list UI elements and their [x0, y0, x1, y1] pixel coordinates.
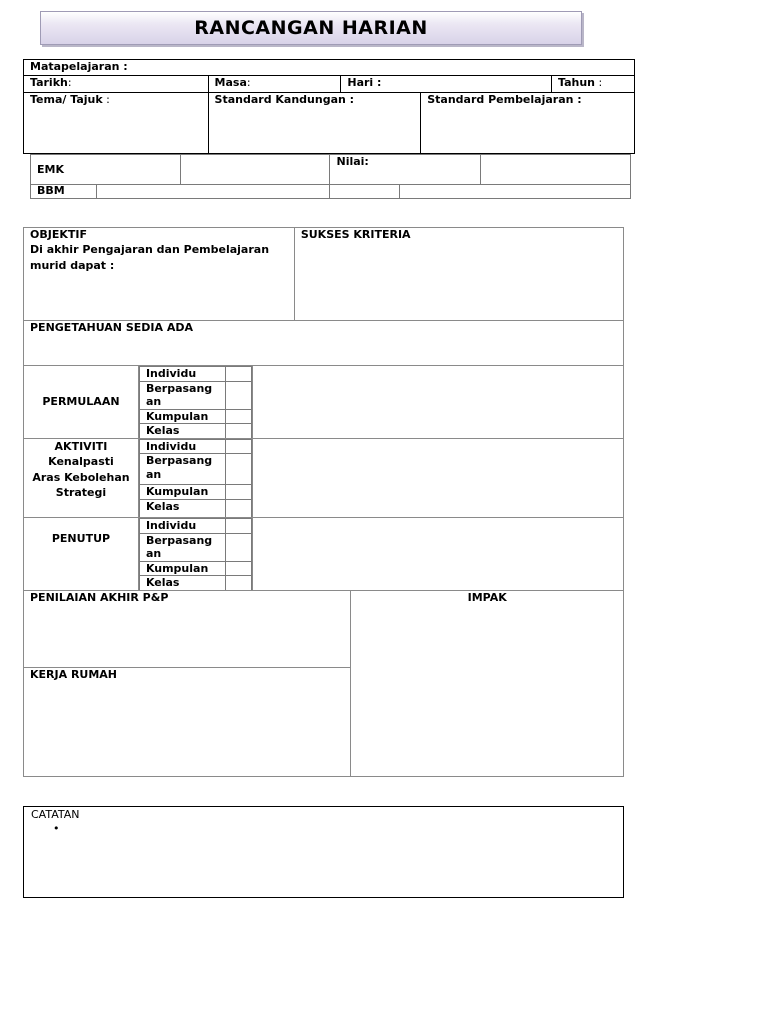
nilai-extra-field[interactable] — [481, 155, 631, 185]
tahun-field[interactable] — [552, 76, 635, 93]
page-title: RANCANGAN HARIAN — [194, 17, 428, 39]
permulaan-label-cell — [24, 366, 139, 439]
emk-label: EMK — [37, 162, 64, 176]
matapelajaran-field[interactable] — [24, 60, 635, 76]
permulaan-individu: Individu — [139, 367, 225, 382]
penilaian-field[interactable] — [24, 590, 351, 667]
tema-field[interactable] — [24, 93, 209, 154]
penutup-kelas-check[interactable] — [225, 576, 251, 590]
aktiviti-label-2: Kenalpasti — [48, 455, 114, 468]
bbm-label: BBM — [37, 184, 65, 197]
penutup-content-field[interactable] — [252, 518, 623, 591]
bbm-field-3[interactable] — [400, 185, 631, 199]
hari-field[interactable] — [341, 76, 552, 93]
tarikh-field[interactable] — [24, 76, 209, 93]
emk-value-field[interactable] — [180, 155, 330, 185]
title-banner — [40, 11, 582, 45]
sukses-kriteria-field[interactable] — [294, 228, 623, 321]
tarikh-colon: : — [67, 76, 72, 89]
objektif-title: OBJEKTIF — [30, 228, 87, 241]
kerja-rumah-field[interactable] — [24, 667, 351, 776]
penutup-berpasangan: Berpasang an — [139, 533, 225, 561]
tema-colon: : — [102, 93, 110, 106]
aktiviti-kumpulan: Kumpulan — [139, 485, 225, 500]
aktiviti-content-field[interactable] — [252, 438, 623, 518]
aktiviti-label-cell — [24, 438, 139, 518]
tema-label: Tema/ Tajuk — [30, 93, 103, 106]
penutup-label: PENUTUP — [51, 532, 111, 545]
pengetahuan-field[interactable] — [24, 321, 624, 366]
objektif-line-1: Di akhir Pengajaran dan Pembelajaran — [30, 243, 270, 256]
pengetahuan-label: PENGETAHUAN SEDIA ADA — [30, 321, 193, 334]
impak-field[interactable] — [351, 590, 624, 776]
hari-label: Hari : — [347, 76, 382, 89]
masa-colon: : — [246, 76, 251, 89]
penutup-berpasangan-check[interactable] — [225, 533, 251, 561]
permulaan-kelas-check[interactable] — [225, 424, 251, 438]
catatan-bullet: • — [53, 822, 60, 835]
nilai-label: Nilai: — [336, 155, 369, 168]
catatan-box[interactable] — [23, 806, 624, 898]
emk-table — [30, 154, 631, 199]
aktiviti-label-4: Strategi — [55, 486, 107, 499]
masa-label: Masa — [214, 76, 247, 89]
lesson-plan-table — [23, 227, 624, 777]
tarikh-label: Tarikh — [30, 76, 68, 89]
permulaan-content-field[interactable] — [252, 366, 623, 439]
permulaan-label: PERMULAAN — [42, 394, 120, 408]
bbm-field-1[interactable] — [96, 185, 330, 199]
penutup-individu: Individu — [139, 519, 225, 534]
penutup-kelas: Kelas — [139, 576, 225, 590]
standard-pembelajaran-label: Standard Pembelajaran : — [427, 93, 582, 106]
aktiviti-individu-check[interactable] — [225, 439, 251, 454]
kerja-rumah-label: KERJA RUMAH — [30, 667, 118, 681]
penutup-kumpulan-check[interactable] — [225, 561, 251, 576]
permulaan-kumpulan-check[interactable] — [225, 409, 251, 424]
penutup-kumpulan: Kumpulan — [139, 561, 225, 576]
permulaan-individu-check[interactable] — [225, 367, 251, 382]
bbm-label-cell — [31, 185, 97, 199]
tahun-colon: : — [595, 76, 603, 89]
permulaan-groups — [138, 366, 252, 439]
standard-kandungan-field[interactable] — [208, 93, 421, 154]
emk-label-cell — [31, 155, 181, 185]
matapelajaran-label: Matapelajaran : — [30, 60, 128, 73]
aktiviti-individu: Individu — [139, 439, 225, 454]
objektif-field[interactable] — [24, 228, 295, 321]
nilai-field[interactable] — [330, 155, 481, 185]
aktiviti-kelas-check[interactable] — [225, 499, 251, 517]
aktiviti-berpasangan: Berpasang an — [139, 454, 225, 485]
permulaan-berpasangan-check[interactable] — [225, 381, 251, 409]
standard-kandungan-label: Standard Kandungan : — [214, 93, 355, 106]
aktiviti-label-3: Aras Kebolehan — [32, 470, 130, 484]
masa-field[interactable] — [208, 76, 341, 93]
sukses-kriteria-label: SUKSES KRITERIA — [300, 228, 411, 241]
aktiviti-kumpulan-check[interactable] — [225, 485, 251, 500]
penutup-groups — [138, 518, 252, 591]
penutup-label-cell — [24, 518, 139, 591]
catatan-label: CATATAN — [31, 808, 80, 821]
penilaian-label: PENILAIAN AKHIR P&P — [30, 590, 169, 604]
aktiviti-kelas: Kelas — [139, 499, 225, 517]
impak-label: IMPAK — [467, 590, 507, 604]
permulaan-berpasangan: Berpasang an — [139, 381, 225, 409]
bbm-field-2[interactable] — [330, 185, 400, 199]
objektif-line-2: murid dapat : — [30, 259, 115, 272]
aktiviti-berpasangan-check[interactable] — [225, 454, 251, 485]
header-info-table — [23, 59, 635, 154]
standard-pembelajaran-field[interactable] — [421, 93, 635, 154]
tahun-label: Tahun — [558, 76, 596, 89]
aktiviti-label-1: AKTIVITI — [54, 439, 108, 453]
permulaan-kelas: Kelas — [139, 424, 225, 438]
permulaan-kumpulan: Kumpulan — [139, 409, 225, 424]
penutup-individu-check[interactable] — [225, 519, 251, 534]
aktiviti-groups — [138, 438, 252, 518]
